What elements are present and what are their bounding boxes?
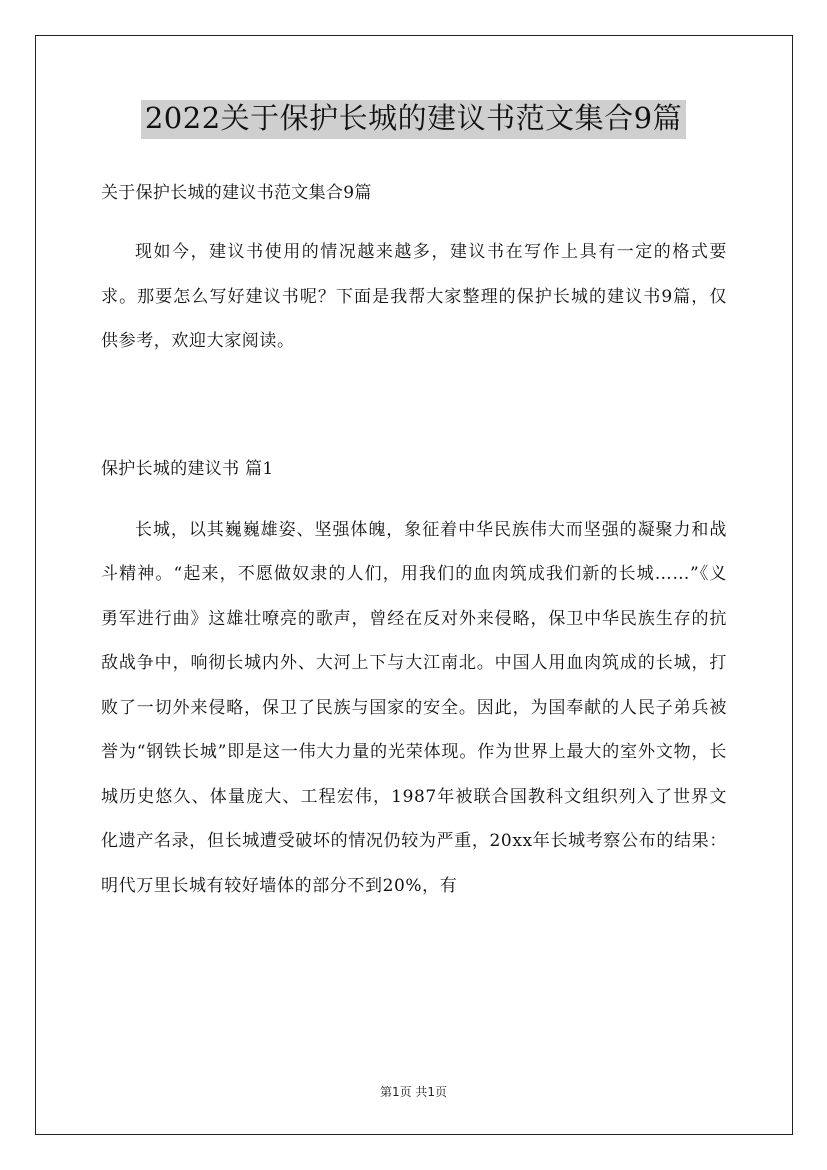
page-number: 第1页 共1页 [379, 1085, 448, 1099]
page-footer [0, 1083, 827, 1100]
document-title-text: 2022关于保护长城的建议书范文集合9篇 [141, 100, 686, 139]
document-title [0, 100, 827, 139]
section-paragraph: 长城，以其巍巍雄姿、坚强体魄，象征着中华民族伟大而坚强的凝聚力和战斗精神。“起来，不愿做奴隶的人们，用我们的血肉筑成我们新的长城……”《义勇军进行曲》这雄壮嘹亮的歌声，曾经在反对外来侵略，保卫中华民族生存的抗敌战争中，响彻长城内外、大河上下与大江南北。中国人用血肉筑成的长城，打败了一切外来侵略，保卫了民族与国家的安全。因此，为国奉献的人民子弟兵被誉为“钢铁长城”即是这一伟大力量的光荣体现。作为世界上最大的室外文物，长城历史悠久、体量庞大、工程宏伟，1987年被联合国教科文组织列入了世界文化遗产名录，但长城遭受破坏的情况仍较为严重，20xx年长城考察公布的结果：明代万里长城有较好墙体的部分不到20%，有 [101, 519, 727, 896]
intro-paragraph: 现如今，建议书使用的情况越来越多，建议书在写作上具有一定的格式要求。那要怎么写好建议书呢？下面是我帮大家整理的保护长城的建议书9篇，仅供参考，欢迎大家阅读。 [101, 242, 727, 351]
document-body [101, 178, 727, 908]
section-heading: 保护长城的建议书 篇1 [101, 458, 274, 479]
document-subtitle: 关于保护长城的建议书范文集合9篇 [101, 183, 372, 203]
